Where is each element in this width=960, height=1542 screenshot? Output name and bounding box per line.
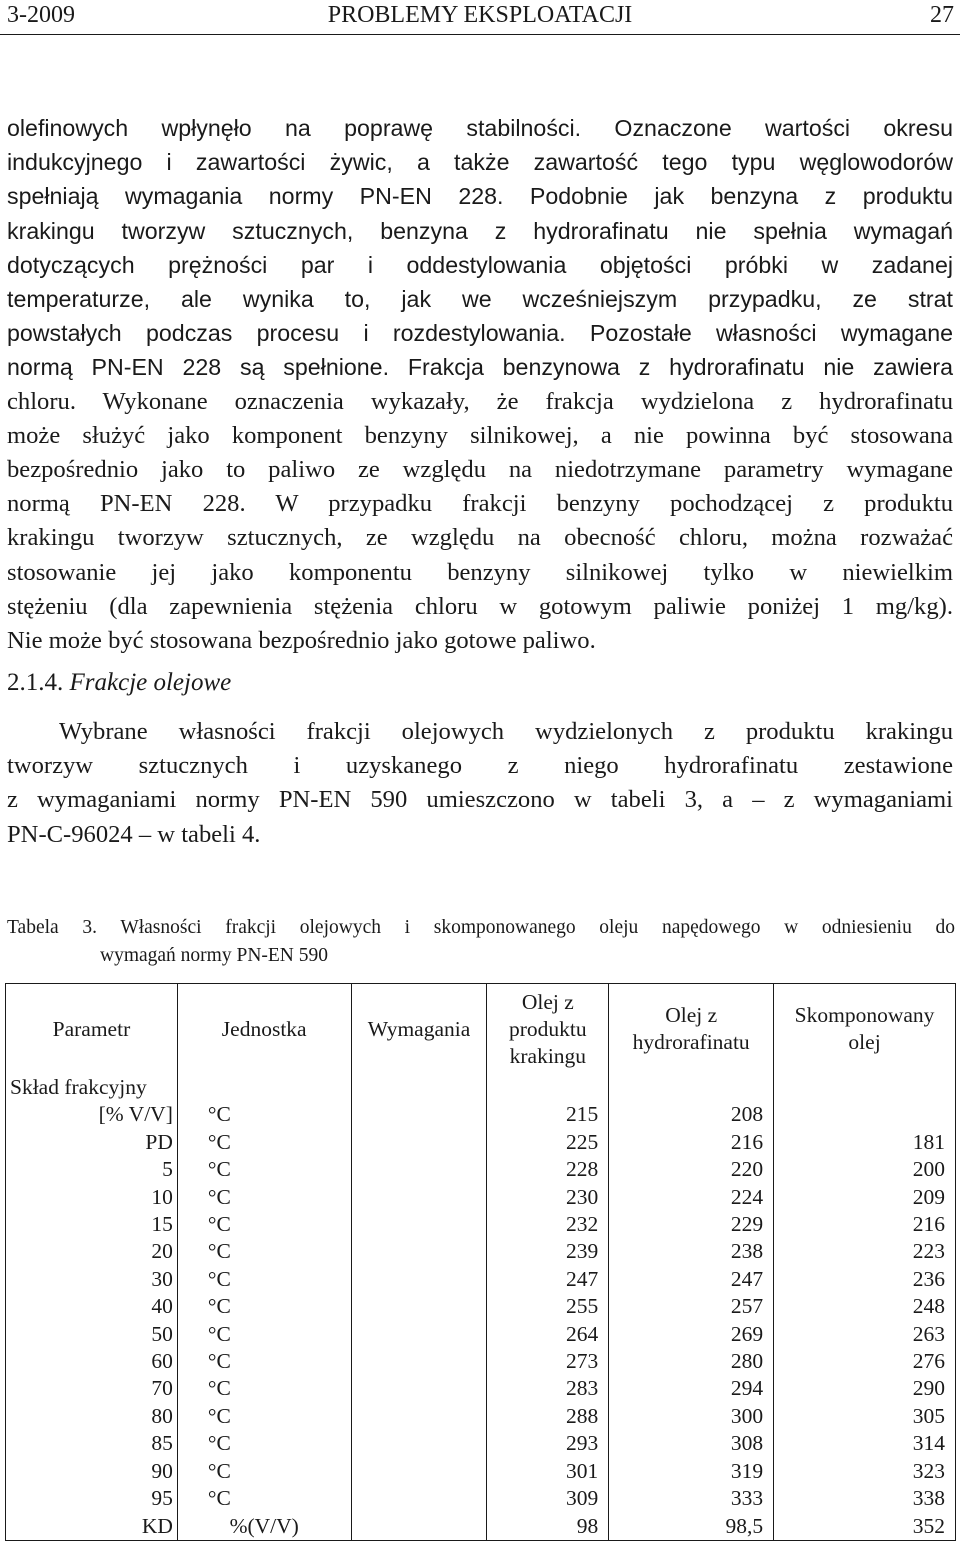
row-parameter: 80 <box>6 1403 178 1430</box>
row-requirement <box>351 1266 487 1293</box>
page-header <box>0 0 960 35</box>
row-requirement <box>351 1375 487 1402</box>
text-line: krakingu tworzyw sztucznych, benzyna z hydrorafinatu nie spełnia wymagań <box>7 217 953 244</box>
row-parameter: 60 <box>6 1348 178 1375</box>
row-krakingu-value: 232 <box>487 1211 609 1238</box>
table-row <box>6 1458 956 1485</box>
row-komponowany-value: 181 <box>774 1129 956 1156</box>
row-parameter: 50 <box>6 1321 178 1348</box>
row-unit: °C <box>177 1403 351 1430</box>
row-unit: °C <box>177 1129 351 1156</box>
table-row <box>6 1238 956 1265</box>
text-line: PN-C-96024 – w tabeli 4. <box>7 820 261 848</box>
row-unit: °C <box>177 1156 351 1183</box>
text-line: stosowanie jej jako komponentu benzyny silnikowej tylko w niewielkim <box>7 558 953 586</box>
row-krakingu-value: 283 <box>487 1375 609 1402</box>
row-krakingu-value: 273 <box>487 1348 609 1375</box>
row-parameter: 10 <box>6 1184 178 1211</box>
row-hydrorafinat-value: 220 <box>609 1156 774 1183</box>
row-requirement <box>351 1458 487 1485</box>
row-requirement <box>351 1293 487 1320</box>
row-hydrorafinat-value: 98,5 <box>609 1513 774 1541</box>
table-row <box>6 1403 956 1430</box>
caption-line-1 <box>7 914 955 942</box>
text-line: normą PN-EN 228 są spełnione. Frakcja benzynowa z hydrorafinatu nie zawiera <box>7 354 953 381</box>
row-komponowany-value: 290 <box>774 1375 956 1402</box>
text-line: chloru. Wykonane oznaczenia wykazały, że frakcja wydzielona z hydrorafinatu <box>7 387 953 415</box>
text-line: temperaturze, ale wynika to, jak we wcześniejszym przypadku, ze strat <box>7 286 953 313</box>
row-komponowany-value: 305 <box>774 1403 956 1430</box>
text-line: krakingu tworzyw sztucznych, ze względu na obecność chloru, można rozważać <box>7 524 953 552</box>
text-line: spełniają wymagania normy PN-EN 228. Podobnie jak benzyna z produktu <box>7 183 953 210</box>
row-krakingu-value: 215 <box>487 1101 609 1128</box>
issue-number: 3-2009 <box>7 2 75 28</box>
header-olej-krakingu: Olej z produktu krakingu <box>487 984 609 1075</box>
row-parameter: 95 <box>6 1485 178 1512</box>
row-krakingu-value: 264 <box>487 1321 609 1348</box>
row-hydrorafinat-value: 208 <box>609 1101 774 1128</box>
row-unit: °C <box>177 1266 351 1293</box>
row-parameter: 30 <box>6 1266 178 1293</box>
row-unit: °C <box>177 1211 351 1238</box>
row-krakingu-value: 301 <box>487 1458 609 1485</box>
row-unit: °C <box>177 1375 351 1402</box>
page-number: 27 <box>930 2 954 28</box>
row-hydrorafinat-value: 308 <box>609 1430 774 1457</box>
row-requirement <box>351 1211 487 1238</box>
text-line: może służyć jako komponent benzyny silnikowej, a nie powinna być stosowana <box>7 421 953 449</box>
row-unit: %(V/V) <box>177 1513 351 1541</box>
text-line: Wybrane własności frakcji olejowych wydzielonych z produktu krakingu <box>59 718 953 745</box>
table-row <box>6 1430 956 1457</box>
row-unit: °C <box>177 1458 351 1485</box>
row-hydrorafinat-value: 247 <box>609 1266 774 1293</box>
properties-table <box>5 983 956 1541</box>
row-komponowany-value: 216 <box>774 1211 956 1238</box>
row-requirement <box>351 1238 487 1265</box>
table-row <box>6 1513 956 1541</box>
header-wymagania: Wymagania <box>351 984 487 1075</box>
group-label: Skład frakcyjny <box>6 1074 178 1101</box>
table-row <box>6 1321 956 1348</box>
caption-label: Tabela 3. <box>7 917 97 938</box>
row-hydrorafinat-value: 294 <box>609 1375 774 1402</box>
text-line: olefinowych wpłynęło na poprawę stabilności. Oznaczone wartości okresu <box>7 115 953 141</box>
table-row <box>6 1156 956 1183</box>
row-komponowany-value: 200 <box>774 1156 956 1183</box>
row-parameter: 5 <box>6 1156 178 1183</box>
row-komponowany-value: 236 <box>774 1266 956 1293</box>
text-line: z wymaganiami normy PN-EN 590 umieszczono w tabeli 3, a – z wymaganiami <box>7 786 953 814</box>
row-requirement <box>351 1348 487 1375</box>
row-krakingu-value: 98 <box>487 1513 609 1541</box>
row-unit: °C <box>177 1321 351 1348</box>
row-hydrorafinat-value: 269 <box>609 1321 774 1348</box>
row-krakingu-value: 293 <box>487 1430 609 1457</box>
row-krakingu-value: 225 <box>487 1129 609 1156</box>
row-requirement <box>351 1129 487 1156</box>
row-parameter: 85 <box>6 1430 178 1457</box>
row-komponowany-value: 209 <box>774 1184 956 1211</box>
row-requirement <box>351 1513 487 1541</box>
table-group-row <box>6 1074 956 1101</box>
row-hydrorafinat-value: 319 <box>609 1458 774 1485</box>
table-row <box>6 1348 956 1375</box>
row-komponowany-value: 338 <box>774 1485 956 1512</box>
table-row <box>6 1266 956 1293</box>
row-krakingu-value: 230 <box>487 1184 609 1211</box>
row-unit: °C <box>177 1293 351 1320</box>
row-komponowany-value <box>774 1101 956 1128</box>
row-krakingu-value: 228 <box>487 1156 609 1183</box>
row-parameter: PD <box>6 1129 178 1156</box>
header-skomponowany-olej: Skomponowany olej <box>774 984 956 1075</box>
row-unit: °C <box>177 1485 351 1512</box>
row-hydrorafinat-value: 216 <box>609 1129 774 1156</box>
row-unit: °C <box>177 1238 351 1265</box>
row-requirement <box>351 1156 487 1183</box>
section-title: Frakcje olejowe <box>69 669 232 696</box>
row-requirement <box>351 1321 487 1348</box>
row-komponowany-value: 314 <box>774 1430 956 1457</box>
row-hydrorafinat-value: 238 <box>609 1238 774 1265</box>
row-hydrorafinat-value: 280 <box>609 1348 774 1375</box>
text-line: powstałych podczas procesu i rozdestylowania. Pozostałe własności wymagane <box>7 320 953 347</box>
row-hydrorafinat-value: 224 <box>609 1184 774 1211</box>
row-komponowany-value: 263 <box>774 1321 956 1348</box>
table-row <box>6 1184 956 1211</box>
row-unit: °C <box>177 1430 351 1457</box>
text-line: stężeniu (dla zapewnienia stężenia chloru w gotowym paliwie poniżej 1 mg/kg). <box>7 592 953 620</box>
row-requirement <box>351 1430 487 1457</box>
row-hydrorafinat-value: 229 <box>609 1211 774 1238</box>
table-header-row <box>6 984 956 1075</box>
row-parameter: [% V/V] <box>6 1101 178 1128</box>
row-krakingu-value: 239 <box>487 1238 609 1265</box>
row-parameter: 70 <box>6 1375 178 1402</box>
table-row <box>6 1129 956 1156</box>
row-parameter: 15 <box>6 1211 178 1238</box>
row-hydrorafinat-value: 333 <box>609 1485 774 1512</box>
table-row <box>6 1293 956 1320</box>
row-requirement <box>351 1403 487 1430</box>
row-unit: °C <box>177 1101 351 1128</box>
text-line: normą PN-EN 228. W przypadku frakcji benzyny pochodzącej z produktu <box>7 490 953 518</box>
header-parametr: Parametr <box>6 984 178 1075</box>
row-krakingu-value: 247 <box>487 1266 609 1293</box>
row-hydrorafinat-value: 300 <box>609 1403 774 1430</box>
row-parameter: 20 <box>6 1238 178 1265</box>
row-komponowany-value: 352 <box>774 1513 956 1541</box>
row-requirement <box>351 1485 487 1512</box>
row-parameter: 40 <box>6 1293 178 1320</box>
row-komponowany-value: 223 <box>774 1238 956 1265</box>
row-requirement <box>351 1101 487 1128</box>
caption-text-1: Własności frakcji olejowych i skomponowanego oleju napędowego w odniesieniu do <box>120 917 955 938</box>
text-line: indukcyjnego i zawartości żywic, a także zawartość tego typu węglowodorów <box>7 149 953 176</box>
table-row <box>6 1101 956 1128</box>
text-line: dotyczących prężności par i oddestylowania objętości próbki w zadanej <box>7 251 953 278</box>
paragraph-gasoline-fraction <box>7 111 953 658</box>
row-unit: °C <box>177 1184 351 1211</box>
journal-title: PROBLEMY EKSPLOATACJI <box>327 2 633 28</box>
header-jednostka: Jednostka <box>177 984 351 1075</box>
table-row <box>6 1211 956 1238</box>
row-krakingu-value: 288 <box>487 1403 609 1430</box>
row-krakingu-value: 255 <box>487 1293 609 1320</box>
header-olej-hydrorafinatu: Olej z hydrorafinatu <box>609 984 774 1075</box>
row-parameter: 90 <box>6 1458 178 1485</box>
row-unit: °C <box>177 1348 351 1375</box>
table-row <box>6 1485 956 1512</box>
row-krakingu-value: 309 <box>487 1485 609 1512</box>
row-hydrorafinat-value: 257 <box>609 1293 774 1320</box>
text-line: tworzyw sztucznych i uzyskanego z niego hydrorafinatu zestawione <box>7 752 953 780</box>
text-line: Nie może być stosowana bezpośrednio jako gotowe paliwo. <box>7 627 596 655</box>
paragraph-oil-fractions <box>7 715 953 852</box>
table-caption <box>7 914 955 970</box>
caption-line-2: wymagań normy PN-EN 590 <box>100 945 329 966</box>
row-komponowany-value: 276 <box>774 1348 956 1375</box>
row-komponowany-value: 323 <box>774 1458 956 1485</box>
section-heading <box>7 666 231 700</box>
text-line: bezpośrednio jako to paliwo ze względu na niedotrzymane parametry wymagane <box>7 456 953 484</box>
row-parameter: KD <box>6 1513 178 1541</box>
section-number: 2.1.4. <box>7 669 64 696</box>
table-row <box>6 1375 956 1402</box>
row-komponowany-value: 248 <box>774 1293 956 1320</box>
row-requirement <box>351 1184 487 1211</box>
